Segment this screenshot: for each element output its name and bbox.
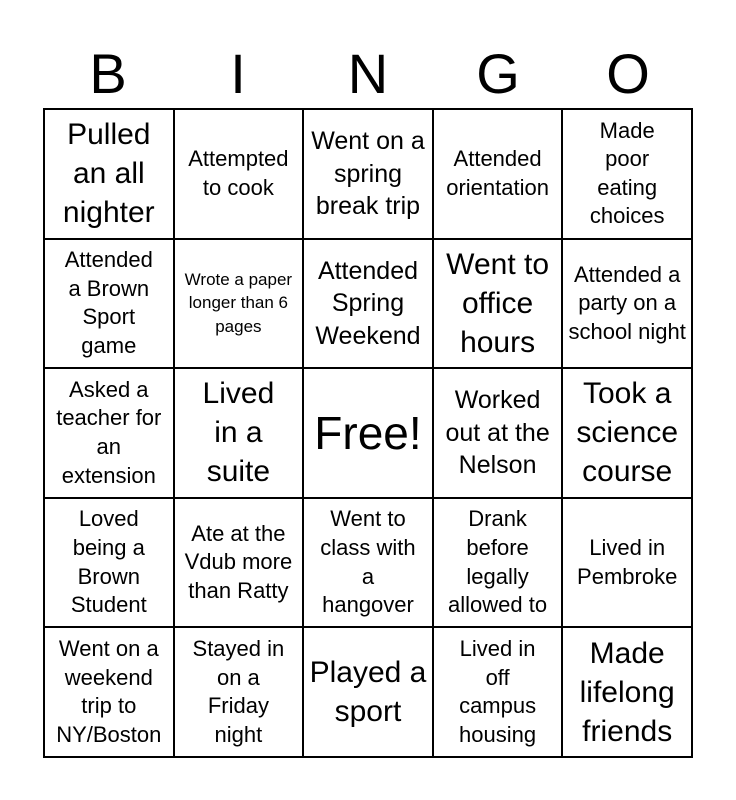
bingo-cell[interactable]: [303, 498, 433, 628]
bingo-cell[interactable]: [174, 498, 304, 628]
bingo-cell[interactable]: [44, 627, 174, 757]
bingo-cell[interactable]: [433, 239, 563, 369]
bingo-cell[interactable]: [174, 239, 304, 369]
cell-text: Stayed in on a Friday night: [192, 636, 285, 747]
header-letter-n: N: [347, 42, 389, 105]
bingo-grid: [43, 108, 693, 758]
bingo-cell[interactable]: [174, 627, 304, 757]
bingo-cell[interactable]: [44, 498, 174, 628]
cell-text: Went on a spring break trip: [311, 127, 425, 221]
cell-text: Worked out at the Nelson: [445, 386, 550, 480]
cell-text: Went to office hours: [446, 247, 550, 359]
cell-text: Loved being a Brown Student: [70, 506, 147, 618]
cell-text: Pulled an all nighter: [62, 118, 155, 230]
bingo-cell[interactable]: [562, 239, 692, 369]
header-letter-g: G: [476, 42, 520, 105]
bingo-cell[interactable]: [44, 109, 174, 239]
cell-text: Wrote a paper longer than 6 pages: [184, 269, 293, 337]
bingo-cell[interactable]: [433, 498, 563, 628]
cell-text: Attempted to cook: [188, 146, 289, 200]
bingo-cell[interactable]: [44, 368, 174, 498]
free-space[interactable]: [303, 368, 433, 498]
cell-text: Took a science course: [576, 377, 679, 489]
cell-text: Went to class with a hangover: [320, 506, 416, 618]
cell-text: Attended orientation: [446, 146, 549, 200]
cell-text: Lived in Pembroke: [577, 535, 678, 589]
header-letter-i: I: [230, 42, 246, 105]
bingo-cell[interactable]: [562, 627, 692, 757]
bingo-cell[interactable]: [303, 627, 433, 757]
bingo-cell[interactable]: [433, 627, 563, 757]
cell-text: Played a sport: [309, 656, 427, 729]
header-letter-o: O: [606, 42, 650, 105]
header-letter-b: B: [89, 42, 127, 105]
bingo-cell[interactable]: [433, 109, 563, 239]
bingo-cell[interactable]: [174, 368, 304, 498]
cell-text: Ate at the Vdub more than Ratty: [184, 520, 293, 603]
cell-text: Went on a weekend trip to NY/Boston: [56, 636, 162, 747]
bingo-cell[interactable]: [174, 109, 304, 239]
bingo-cell[interactable]: [303, 109, 433, 239]
bingo-cell[interactable]: [433, 368, 563, 498]
cell-text: Lived in a suite: [202, 377, 275, 489]
bingo-cell[interactable]: [562, 368, 692, 498]
cell-text: Lived in off campus housing: [459, 636, 537, 747]
cell-text: Drank before legally allowed to: [448, 506, 548, 618]
bingo-cell[interactable]: [562, 498, 692, 628]
cell-text: Made lifelong friends: [579, 636, 675, 748]
cell-text: Attended a party on a school night: [568, 261, 686, 344]
bingo-cell[interactable]: [303, 239, 433, 369]
bingo-cell[interactable]: [562, 109, 692, 239]
bingo-header: [43, 40, 693, 108]
bingo-cell[interactable]: [44, 239, 174, 369]
free-space-text: Free!: [314, 406, 422, 459]
cell-text: Attended a Brown Sport game: [64, 247, 153, 358]
cell-text: Made poor eating choices: [589, 117, 665, 229]
cell-text: Asked a teacher for an extension: [56, 376, 162, 488]
cell-text: Attended Spring Weekend: [315, 256, 421, 350]
